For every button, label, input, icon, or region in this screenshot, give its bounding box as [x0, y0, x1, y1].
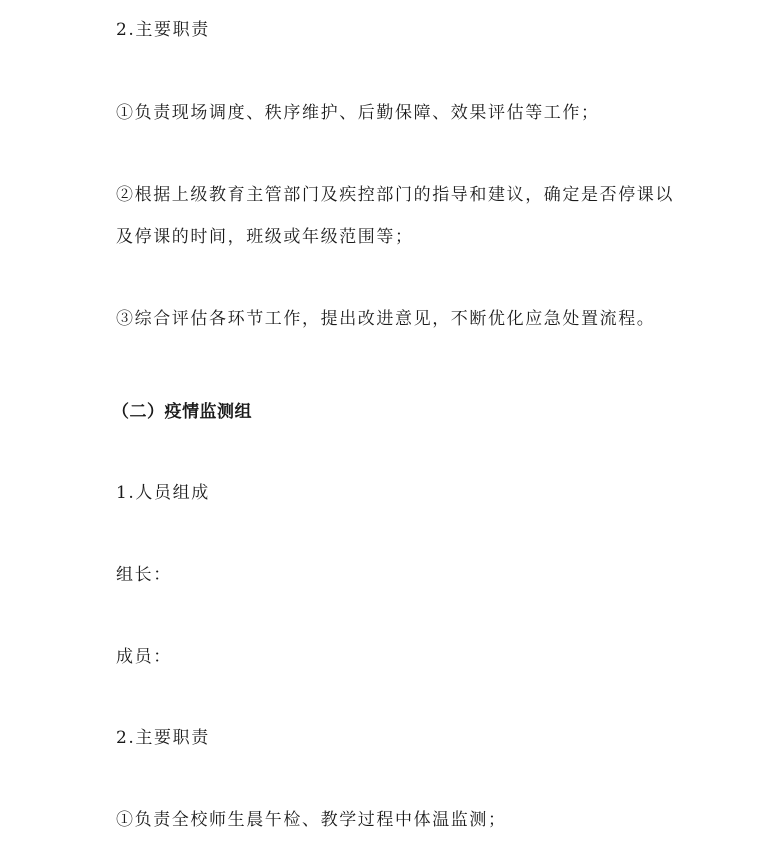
section-heading-epidemic-monitoring: （二）疫情监测组 — [112, 402, 252, 422]
monitoring-duty-item-1: ①负责全校师生晨午检、教学过程中体温监测； — [116, 810, 507, 830]
duties-heading-2: 2.主要职责 — [116, 728, 210, 748]
duty-item-2-line-1: ②根据上级教育主管部门及疾控部门的指导和建议，确定是否停课以 — [116, 185, 674, 205]
duty-item-1: ①负责现场调度、秩序维护、后勤保障、效果评估等工作； — [116, 103, 600, 123]
duty-item-2-line-2: 及停课的时间，班级或年级范围等； — [116, 227, 414, 247]
group-leader-label: 组长： — [116, 565, 172, 585]
staff-composition-heading: 1.人员组成 — [116, 483, 210, 503]
members-label: 成员： — [116, 647, 172, 667]
duty-item-3: ③综合评估各环节工作，提出改进意见，不断优化应急处置流程。 — [116, 309, 656, 329]
duties-heading-1: 2.主要职责 — [116, 20, 210, 40]
